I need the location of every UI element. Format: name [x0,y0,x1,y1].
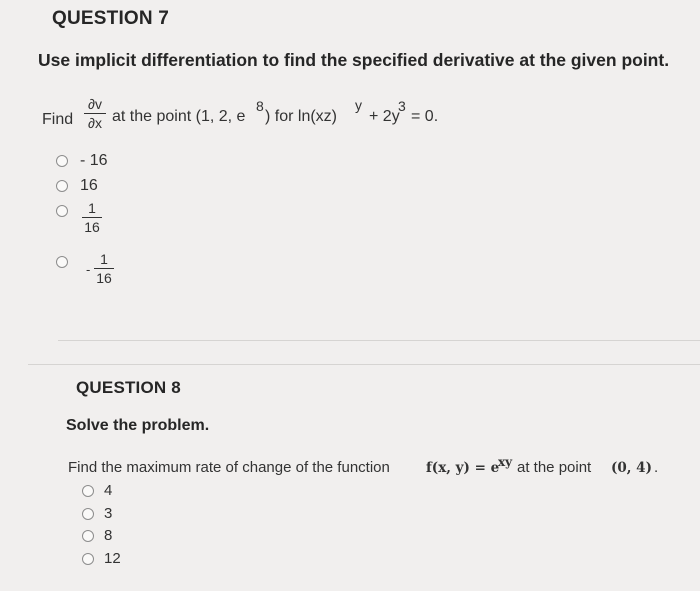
option-label-2: 16 [80,177,98,194]
option-radio-1[interactable] [56,155,68,167]
plus-term: + 2y [369,108,400,125]
q8-option-radio-3[interactable] [82,530,94,542]
derivative-numerator: ∂v [88,96,102,112]
derivative-fraction [84,97,106,130]
option-3-numerator: 1 [88,200,96,216]
derivative-denominator: ∂x [88,115,102,132]
q8-option-label-4: 12 [104,550,121,567]
find-label: Find [42,111,74,128]
exponent-3: 3 [398,98,406,114]
q8-option-radio-1[interactable] [82,485,94,497]
q8-option-radio-4[interactable] [82,553,94,565]
function-expression: f(x, y) = e [426,460,500,476]
option-3-bar [82,217,102,218]
option-radio-4[interactable] [56,256,68,268]
section-divider-bottom [28,364,700,365]
point-value: (0, 4) [611,460,652,476]
question-8-instruction: Solve the problem. [66,417,210,434]
function-text: ) for ln(xz) [265,108,337,125]
prompt-period: . [654,459,659,476]
q8-option-label-3: 8 [104,527,113,544]
option-4-denominator: 16 [96,270,112,287]
exponent-y: y [355,97,362,113]
at-point-label: at the point [517,459,592,476]
question-8-title: QUESTION 8 [76,378,181,397]
question-7-instruction: Use implicit differentiation to find the specified derivative at the given point. [38,50,670,70]
q8-option-radio-2[interactable] [82,508,94,520]
fraction-bar [84,113,106,114]
option-4-sign: - [86,262,91,277]
equals-zero: = 0. [411,108,439,125]
option-label-1: - 16 [80,152,108,169]
q8-option-label-1: 4 [104,482,113,499]
option-4-numerator: 1 [100,251,108,267]
option-radio-3[interactable] [56,205,68,217]
option-3-denominator: 16 [84,219,100,236]
section-divider-top [58,340,700,341]
option-4-bar [94,268,114,269]
function-exponent: xy [498,455,513,469]
question-8-prompt-text: Find the maximum rate of change of the function [68,459,390,476]
option-radio-2[interactable] [56,180,68,192]
question-7-title: QUESTION 7 [52,8,170,29]
option-fraction-3 [82,201,102,234]
option-fraction-4 [94,252,114,285]
exponent-8: 8 [256,98,264,114]
q8-option-label-2: 3 [104,505,113,522]
point-text: at the point (1, 2, e [112,108,246,125]
